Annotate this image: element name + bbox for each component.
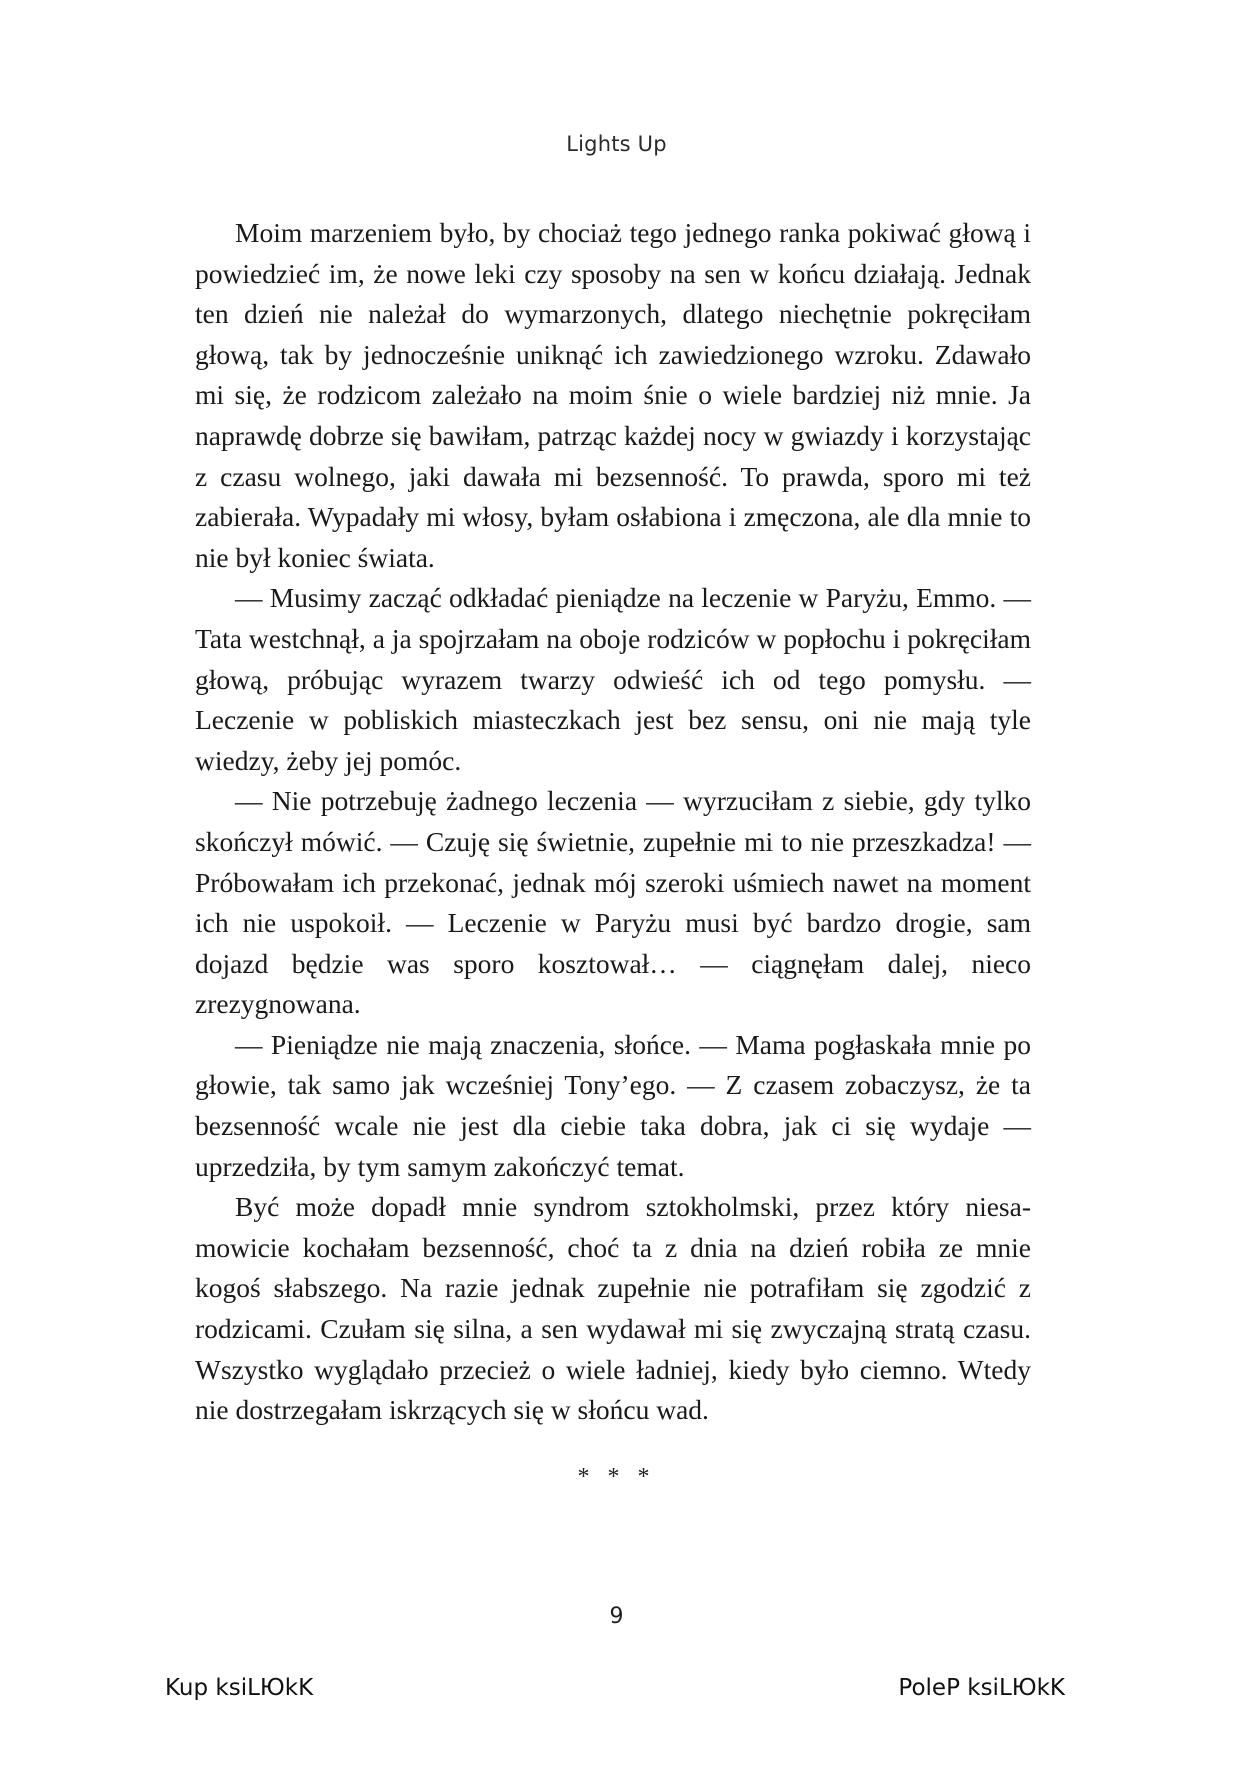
buy-book-link[interactable]: Kup ksiLЮkK: [165, 1675, 314, 1701]
page-body-text: [195, 213, 1031, 1431]
paragraph: — Musimy zacząć odkładać pieniądze na leczenie w Paryżu, Emmo. — Tata westchnął, a ja spojrzałam na oboje rodziców w popłochu i pokręciłam głową, próbując wyrazem twarzy odwieść ich od tego pomysłu. — Leczenie w pobliskich miasteczkach jest bez sensu, oni nie mają tyle wiedzy, żeby jej pomóc.: [195, 582, 1031, 776]
paragraph: Być może dopadł mnie syndrom sztokholmski, przez który niesamowicie kochałam bezsenność, choć ta z dnia na dzień robiła ze mnie kogoś słabszego. Na razie jednak zupełnie nie potrafiłam się zgodzić z rodzicami. Czułam się silna, a sen wydawał mi się zwyczajną stratą czasu. Wszystko wyglądało przecież o wiele ładniej, kiedy było ciemno. Wtedy nie dostrzegałam iskrzących się w słońcu wad.: [195, 1191, 1031, 1426]
paragraph: Moim marzeniem było, by chociaż tego jednego ranka pokiwać głową i powiedzieć im, że nowe leki czy sposoby na sen w końcu działają. Jednak ten dzień nie należał do wymarzonych, dlatego niechętnie pokręciłam głową, tak by jednocześnie uniknąć ich zawiedzionego wzroku. Zdawało mi się, że rodzicom zależało na moim śnie o wiele bardziej niż mnie. Ja naprawdę dobrze się bawiłam, patrząc każdej nocy w gwiazdy i korzystając z czasu wolnego, jaki dawała mi bezsenność. To prawda, sporo mi też zabierała. Wypadały mi włosy, byłam osłabiona i zmęczona, ale dla mnie to nie był koniec świata.: [195, 217, 1031, 573]
paragraph: — Nie potrzebuję żadnego leczenia — wyrzuciłam z siebie, gdy tylko skończył mówić. — Czuję się świetnie, zupełnie mi to nie przeszkadza! — Próbowałam ich przekonać, jednak mój szeroki uśmiech nawet na moment ich nie uspokoił. — Leczenie w Paryżu musi być bardzo drogie, sam dojazd będzie was sporo kosztował… — ciągnęłam dalej, nieco zrezygnowana.: [195, 785, 1031, 1020]
running-title: Lights Up: [566, 132, 667, 156]
recommend-book-link[interactable]: PoleP ksiLЮkK: [898, 1675, 1065, 1701]
paragraph: — Pieniądze nie mają znaczenia, słońce. — Mama pogłaskała mnie po głowie, tak samo jak wcześniej Tony’ego. — Z czasem zobaczysz, że ta bezsenność wcale nie jest dla ciebie taka dobra, jak ci się wydaje — uprzedziła, by tym samym zakończyć temat.: [195, 1028, 1031, 1182]
section-break: * * *: [577, 1464, 656, 1490]
page-number: 9: [609, 1604, 624, 1629]
